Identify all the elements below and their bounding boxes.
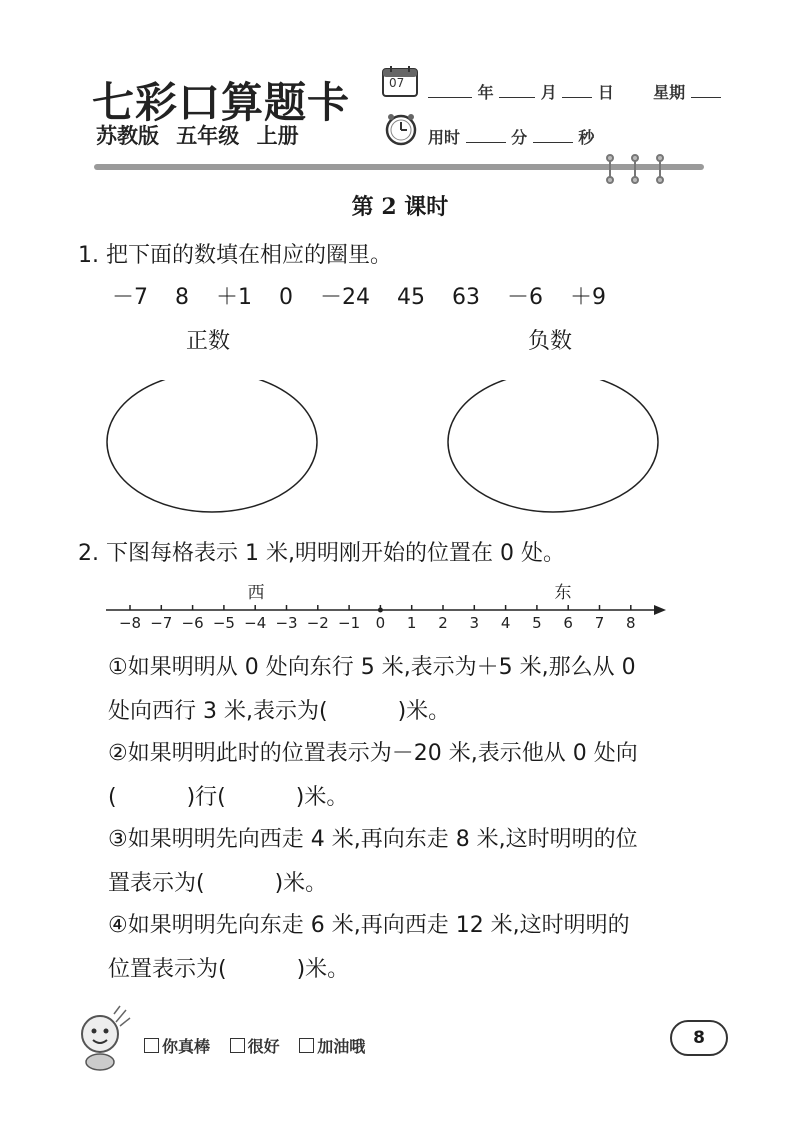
minutes-label: 分 [511, 128, 528, 147]
subquestion-2-line1: ②如果明明此时的位置表示为－20 米,表示他从 0 处向 [108, 741, 638, 766]
number-list [112, 280, 626, 311]
number-line-tick-label: 1 [406, 614, 417, 632]
number-line-tick-label: 4 [500, 614, 511, 632]
number-item: ＋1 [216, 285, 252, 310]
number-item: 63 [452, 285, 480, 310]
subquestion-3-prompt: 置表示为( [108, 871, 205, 896]
number-line-tick-label: −2 [306, 614, 329, 632]
subquestion-2-open: ( [108, 785, 117, 810]
subquestion-2-mid: )行( [186, 785, 226, 810]
number-line [100, 578, 680, 638]
clock-icon [384, 112, 418, 146]
subquestion-4-line2 [108, 948, 728, 992]
subquestion-1-prompt: 处向西行 3 米,表示为( [108, 699, 328, 724]
divider-decoration [600, 154, 670, 184]
rating-label: 你真棒 [162, 1037, 211, 1056]
calendar-day: 07 [389, 76, 405, 90]
number-line-tick-label: 7 [594, 614, 605, 632]
number-line-tick-label: 5 [532, 614, 542, 632]
number-line-tick-label: −8 [118, 614, 142, 632]
question-1-text: 1. 把下面的数填在相应的圈里。 [78, 243, 392, 268]
number-item: 8 [175, 285, 189, 310]
date-fill-line [428, 80, 721, 103]
subquestion-3 [108, 818, 728, 906]
subquestion-4-prompt: 位置表示为( [108, 957, 227, 982]
number-line-tick-label: −1 [338, 614, 361, 632]
subquestion-1-line1: ①如果明明从 0 处向东行 5 米,表示为＋5 米,那么从 0 [108, 655, 636, 680]
number-line-tick-label: −4 [244, 614, 267, 632]
self-rating [144, 1034, 379, 1057]
subquestion-3-line1: ③如果明明先向西走 4 米,再向东走 8 米,这时明明的位 [108, 827, 638, 852]
negative-label: 负数 [528, 329, 573, 354]
time-prefix: 用时 [428, 128, 461, 147]
rating-label: 加油哦 [317, 1037, 366, 1056]
positive-label: 正数 [186, 329, 231, 354]
checkbox-icon[interactable] [299, 1038, 314, 1053]
positive-circle[interactable] [107, 380, 317, 512]
number-line-tick-label: −7 [150, 614, 173, 632]
day-label: 日 [597, 83, 614, 102]
number-line-tick-label: −6 [181, 614, 204, 632]
mascot-illustration [70, 1004, 134, 1072]
rating-label: 很好 [247, 1037, 280, 1056]
subquestion-4-unit: )米。 [296, 957, 350, 982]
year-label: 年 [477, 83, 494, 102]
number-item: －6 [507, 285, 543, 310]
west-label: 西 [247, 583, 265, 603]
negative-circle[interactable] [448, 380, 658, 512]
rating-option-great[interactable] [144, 1037, 210, 1056]
number-item: －24 [320, 285, 370, 310]
number-item: ＋9 [570, 285, 606, 310]
number-line-tick-label: 8 [626, 614, 636, 632]
checkbox-icon[interactable] [230, 1038, 245, 1053]
number-item: 0 [279, 285, 293, 310]
page-number: 8 [670, 1020, 728, 1056]
number-item: 45 [397, 285, 425, 310]
answer-circles [100, 380, 700, 530]
lesson-title: 第 2 课时 [351, 194, 449, 220]
rating-option-good[interactable] [230, 1037, 280, 1056]
brand-title: 七彩口算题卡 [92, 78, 351, 127]
east-label: 东 [554, 583, 572, 603]
number-line-tick-label: 3 [469, 614, 480, 632]
weekday-label: 星期 [653, 83, 686, 102]
number-line-tick-label: 0 [375, 614, 386, 632]
subquestion-1-unit: )米。 [397, 699, 451, 724]
time-fill-line [428, 125, 594, 148]
subquestion-1 [108, 646, 728, 734]
seconds-label: 秒 [578, 128, 595, 147]
number-line-tick-label: 6 [563, 614, 573, 632]
rating-option-keep-going[interactable] [299, 1037, 365, 1056]
question-2-text: 2. 下图每格表示 1 米,明明刚开始的位置在 0 处。 [78, 541, 565, 566]
subquestion-2-unit: )米。 [295, 785, 349, 810]
number-line-arrow [654, 605, 666, 615]
subquestion-1-line2 [108, 690, 728, 734]
subquestion-4-line1: ④如果明明先向东走 6 米,再向西走 12 米,这时明明的 [108, 913, 630, 938]
edition-label: 苏教版 五年级 上册 [96, 124, 299, 148]
month-label: 月 [540, 83, 557, 102]
number-line-tick-label: −5 [212, 614, 235, 632]
number-item: －7 [112, 285, 148, 310]
origin-point [378, 608, 383, 613]
checkbox-icon[interactable] [144, 1038, 159, 1053]
subquestion-2 [108, 732, 728, 820]
subquestion-3-line2 [108, 862, 728, 906]
subquestion-3-unit: )米。 [274, 871, 328, 896]
number-line-tick-label: 2 [438, 614, 448, 632]
number-line-tick-label: −3 [275, 614, 298, 632]
subquestion-4 [108, 904, 728, 992]
subquestion-2-line2 [108, 776, 728, 820]
